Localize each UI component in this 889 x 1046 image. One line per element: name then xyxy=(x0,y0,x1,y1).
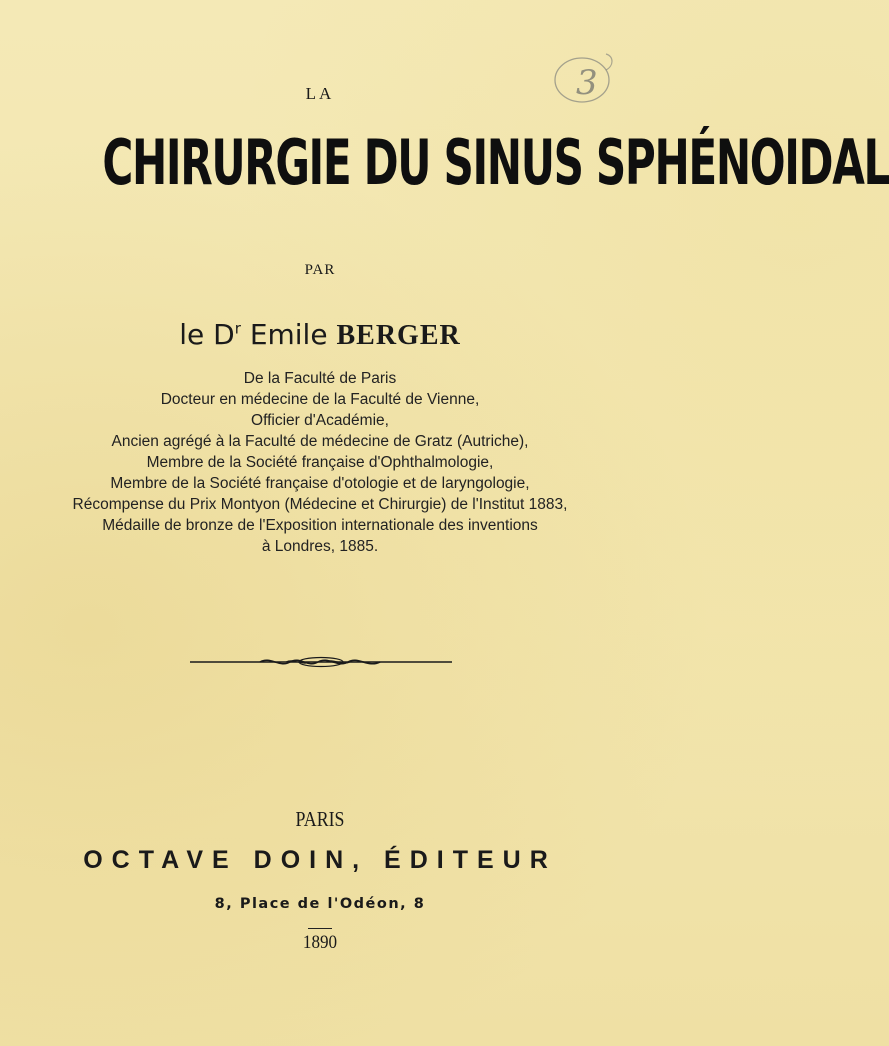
credential-line: Docteur en médecine de la Faculté de Vienne, xyxy=(160,391,480,408)
publisher-name: OCTAVE DOIN, ÉDITEUR xyxy=(83,846,557,874)
author-surname: BERGER xyxy=(336,320,461,351)
author-credentials xyxy=(0,368,640,557)
book-title: CHIRURGIE DU SINUS SPHÉNOIDAL xyxy=(102,126,889,199)
credential-line: Membre de la Société française d'Ophthalmologie, xyxy=(146,454,494,471)
credential-line: à Londres, 1885. xyxy=(261,538,379,555)
short-divider-rule xyxy=(308,928,332,929)
credential-line: Membre de la Société française d'otologie et de laryngologie, xyxy=(110,475,530,492)
author-given-name: Emile xyxy=(249,318,328,351)
author-name xyxy=(0,318,640,352)
credential-line: Ancien agrégé à la Faculté de médecine de Gratz (Autriche), xyxy=(111,433,529,450)
by-line: PAR xyxy=(304,262,336,278)
publication-year: 1890 xyxy=(302,932,338,953)
credential-line: De la Faculté de Paris xyxy=(243,370,397,387)
author-prefix-superscript: r xyxy=(234,319,241,338)
credential-line: Officier d'Académie, xyxy=(251,412,389,429)
credential-line: Médaille de bronze de l'Exposition internationale des inventions xyxy=(102,517,538,534)
publisher-address: 8, Place de l'Odéon, 8 xyxy=(214,896,426,912)
credential-line: Récompense du Prix Montyon (Médecine et Chirurgie) de l'Institut 1883, xyxy=(72,496,568,513)
author-prefix: le D xyxy=(179,318,235,351)
svg-text:3: 3 xyxy=(576,63,598,103)
publication-city: PARIS xyxy=(295,807,345,831)
title-article: LA xyxy=(305,84,335,103)
ornamental-rule-divider xyxy=(190,652,452,672)
